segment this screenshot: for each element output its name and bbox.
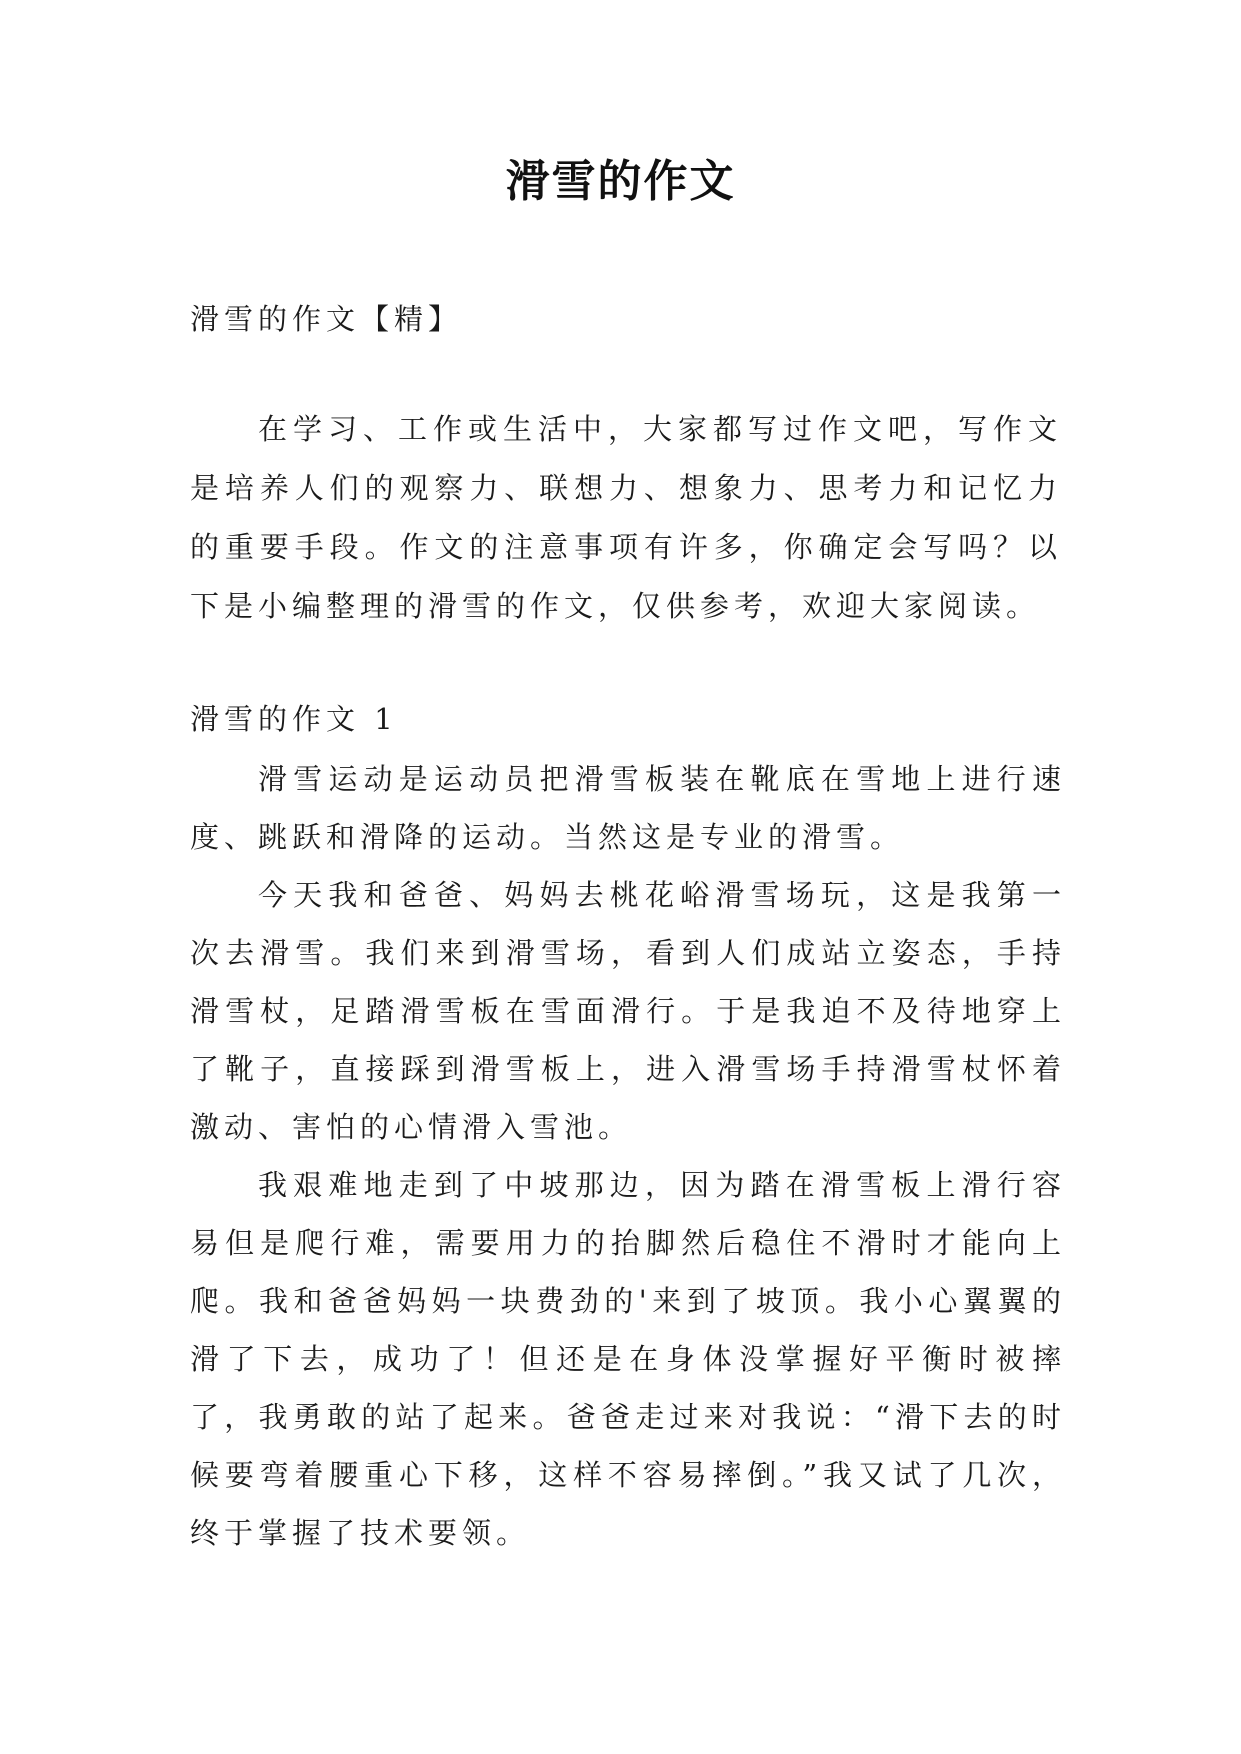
intro-paragraph: 在学习、工作或生活中，大家都写过作文吧，写作文是培养人们的观察力、联想力、想象力、思考力和记忆力的重要手段。作文的注意事项有许多，你确定会写吗？以下是小编整理的滑雪的作文，仅供参考，欢迎大家阅读。 [190, 412, 1062, 623]
essay-paragraph-3: 我艰难地走到了中坡那边，因为踏在滑雪板上滑行容易但是爬行难，需要用力的抬脚然后稳住不滑时才能向上爬。我和爸爸妈妈一块费劲的'来到了坡顶。我小心翼翼的滑了下去，成功了！但还是在身体没掌握好平衡时被摔了，我勇敢的站了起来。爸爸走过来对我说：“滑下去的时候要弯着腰重心下移，这样不容易摔倒。”我又试了几次，终于掌握了技术要领。 [190, 1168, 1066, 1550]
essay-body [190, 750, 1066, 1562]
section-heading: 滑雪的作文 1 [190, 702, 398, 736]
essay-paragraph-1: 滑雪运动是运动员把滑雪板装在靴底在雪地上进行速度、跳跃和滑降的运动。当然这是专业的滑雪。 [190, 762, 1066, 854]
document-subtitle: 滑雪的作文【精】 [190, 302, 463, 336]
essay-paragraph-2: 今天我和爸爸、妈妈去桃花峪滑雪场玩，这是我第一次去滑雪。我们来到滑雪场，看到人们成站立姿态，手持滑雪杖，足踏滑雪板在雪面滑行。于是我迫不及待地穿上了靴子，直接踩到滑雪板上，进入滑雪场手持滑雪杖怀着激动、害怕的心情滑入雪池。 [190, 878, 1066, 1144]
document-title: 滑雪的作文 [505, 156, 736, 207]
